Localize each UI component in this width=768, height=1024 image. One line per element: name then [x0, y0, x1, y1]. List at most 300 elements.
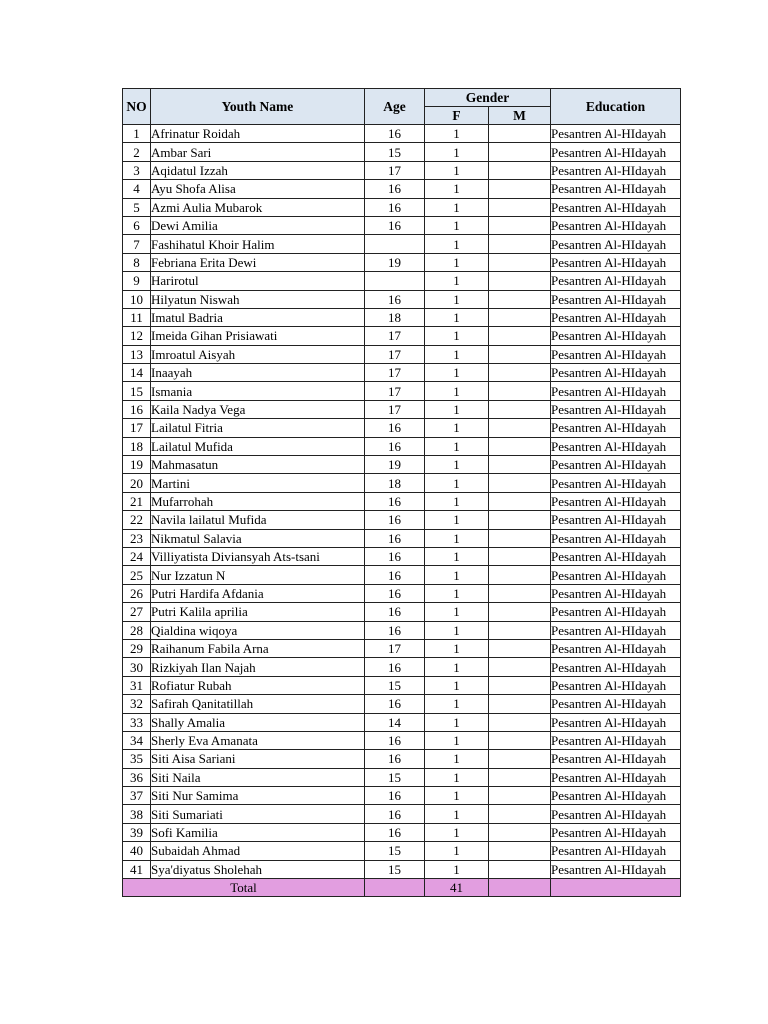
cell-youth-name: Febriana Erita Dewi	[151, 253, 365, 271]
cell-no: 36	[123, 768, 151, 786]
cell-youth-name: Fashihatul Khoir Halim	[151, 235, 365, 253]
cell-no: 18	[123, 437, 151, 455]
cell-female: 1	[425, 566, 489, 584]
cell-female: 1	[425, 290, 489, 308]
cell-age: 16	[365, 180, 425, 198]
cell-youth-name: Siti Sumariati	[151, 805, 365, 823]
cell-youth-name: Sya'diyatus Sholehah	[151, 860, 365, 878]
total-male	[489, 879, 551, 897]
header-no: NO	[123, 89, 151, 125]
cell-education: Pesantren Al-HIdayah	[551, 382, 681, 400]
cell-youth-name: Dewi Amilia	[151, 216, 365, 234]
cell-education: Pesantren Al-HIdayah	[551, 805, 681, 823]
table-row	[123, 731, 681, 749]
cell-male	[489, 768, 551, 786]
cell-youth-name: Siti Nur Samima	[151, 787, 365, 805]
cell-male	[489, 161, 551, 179]
cell-youth-name: Siti Naila	[151, 768, 365, 786]
cell-youth-name: Safirah Qanitatillah	[151, 695, 365, 713]
cell-female: 1	[425, 731, 489, 749]
cell-no: 5	[123, 198, 151, 216]
youth-table	[122, 88, 681, 897]
table-row	[123, 658, 681, 676]
cell-no: 32	[123, 695, 151, 713]
cell-male	[489, 437, 551, 455]
cell-education: Pesantren Al-HIdayah	[551, 584, 681, 602]
total-female: 41	[425, 879, 489, 897]
cell-age: 18	[365, 308, 425, 326]
cell-education: Pesantren Al-HIdayah	[551, 695, 681, 713]
table-row	[123, 860, 681, 878]
cell-age: 15	[365, 860, 425, 878]
table-body	[123, 125, 681, 879]
cell-no: 35	[123, 750, 151, 768]
cell-female: 1	[425, 639, 489, 657]
cell-male	[489, 198, 551, 216]
cell-youth-name: Inaayah	[151, 364, 365, 382]
cell-age: 16	[365, 750, 425, 768]
cell-male	[489, 658, 551, 676]
cell-age: 14	[365, 713, 425, 731]
cell-no: 26	[123, 584, 151, 602]
cell-female: 1	[425, 180, 489, 198]
cell-education: Pesantren Al-HIdayah	[551, 235, 681, 253]
cell-youth-name: Rofiatur Rubah	[151, 676, 365, 694]
cell-youth-name: Shally Amalia	[151, 713, 365, 731]
cell-female: 1	[425, 345, 489, 363]
cell-male	[489, 547, 551, 565]
cell-male	[489, 492, 551, 510]
cell-female: 1	[425, 768, 489, 786]
cell-age: 15	[365, 768, 425, 786]
cell-female: 1	[425, 529, 489, 547]
cell-education: Pesantren Al-HIdayah	[551, 437, 681, 455]
cell-education: Pesantren Al-HIdayah	[551, 125, 681, 143]
table-row	[123, 308, 681, 326]
cell-no: 21	[123, 492, 151, 510]
cell-female: 1	[425, 235, 489, 253]
table-row	[123, 180, 681, 198]
cell-male	[489, 511, 551, 529]
header-gender: Gender	[425, 89, 551, 107]
cell-no: 11	[123, 308, 151, 326]
cell-age: 16	[365, 290, 425, 308]
cell-youth-name: Raihanum Fabila Arna	[151, 639, 365, 657]
table-row	[123, 566, 681, 584]
cell-youth-name: Nikmatul Salavia	[151, 529, 365, 547]
cell-youth-name: Subaidah Ahmad	[151, 842, 365, 860]
cell-male	[489, 584, 551, 602]
cell-male	[489, 290, 551, 308]
cell-female: 1	[425, 419, 489, 437]
cell-male	[489, 419, 551, 437]
table-row	[123, 823, 681, 841]
cell-youth-name: Hilyatun Niswah	[151, 290, 365, 308]
cell-male	[489, 639, 551, 657]
cell-female: 1	[425, 695, 489, 713]
cell-female: 1	[425, 860, 489, 878]
cell-education: Pesantren Al-HIdayah	[551, 290, 681, 308]
table-row	[123, 805, 681, 823]
table-row	[123, 639, 681, 657]
cell-education: Pesantren Al-HIdayah	[551, 658, 681, 676]
cell-female: 1	[425, 161, 489, 179]
total-label: Total	[123, 879, 365, 897]
cell-education: Pesantren Al-HIdayah	[551, 400, 681, 418]
table-row	[123, 787, 681, 805]
cell-youth-name: Villiyatista Diviansyah Ats-tsani	[151, 547, 365, 565]
cell-male	[489, 327, 551, 345]
cell-education: Pesantren Al-HIdayah	[551, 345, 681, 363]
table-row	[123, 750, 681, 768]
cell-age: 17	[365, 382, 425, 400]
cell-youth-name: Imatul Badria	[151, 308, 365, 326]
header-youth-name: Youth Name	[151, 89, 365, 125]
cell-education: Pesantren Al-HIdayah	[551, 639, 681, 657]
cell-age: 16	[365, 437, 425, 455]
cell-youth-name: Mufarrohah	[151, 492, 365, 510]
cell-age: 16	[365, 529, 425, 547]
cell-male	[489, 216, 551, 234]
cell-male	[489, 713, 551, 731]
cell-age: 17	[365, 327, 425, 345]
cell-education: Pesantren Al-HIdayah	[551, 860, 681, 878]
cell-male	[489, 272, 551, 290]
cell-no: 12	[123, 327, 151, 345]
cell-no: 22	[123, 511, 151, 529]
cell-female: 1	[425, 382, 489, 400]
cell-no: 9	[123, 272, 151, 290]
cell-age: 19	[365, 456, 425, 474]
cell-female: 1	[425, 750, 489, 768]
cell-female: 1	[425, 676, 489, 694]
cell-male	[489, 731, 551, 749]
cell-male	[489, 842, 551, 860]
cell-youth-name: Sofi Kamilia	[151, 823, 365, 841]
cell-education: Pesantren Al-HIdayah	[551, 161, 681, 179]
cell-no: 38	[123, 805, 151, 823]
cell-education: Pesantren Al-HIdayah	[551, 529, 681, 547]
cell-age: 16	[365, 511, 425, 529]
cell-female: 1	[425, 308, 489, 326]
cell-female: 1	[425, 584, 489, 602]
cell-no: 16	[123, 400, 151, 418]
table-row	[123, 272, 681, 290]
cell-no: 8	[123, 253, 151, 271]
cell-female: 1	[425, 603, 489, 621]
cell-age	[365, 272, 425, 290]
cell-age: 19	[365, 253, 425, 271]
cell-no: 27	[123, 603, 151, 621]
table-row	[123, 235, 681, 253]
cell-age: 16	[365, 216, 425, 234]
cell-no: 25	[123, 566, 151, 584]
cell-age: 16	[365, 603, 425, 621]
cell-male	[489, 787, 551, 805]
cell-education: Pesantren Al-HIdayah	[551, 492, 681, 510]
cell-male	[489, 308, 551, 326]
header-age: Age	[365, 89, 425, 125]
cell-female: 1	[425, 437, 489, 455]
cell-education: Pesantren Al-HIdayah	[551, 511, 681, 529]
cell-male	[489, 364, 551, 382]
cell-age: 16	[365, 547, 425, 565]
cell-female: 1	[425, 787, 489, 805]
cell-no: 30	[123, 658, 151, 676]
cell-male	[489, 400, 551, 418]
cell-education: Pesantren Al-HIdayah	[551, 842, 681, 860]
table-row	[123, 547, 681, 565]
cell-female: 1	[425, 125, 489, 143]
cell-male	[489, 253, 551, 271]
cell-youth-name: Imroatul Aisyah	[151, 345, 365, 363]
cell-youth-name: Lailatul Fitria	[151, 419, 365, 437]
cell-female: 1	[425, 823, 489, 841]
cell-female: 1	[425, 492, 489, 510]
cell-education: Pesantren Al-HIdayah	[551, 308, 681, 326]
cell-female: 1	[425, 253, 489, 271]
cell-female: 1	[425, 713, 489, 731]
header-male: M	[489, 107, 551, 125]
cell-female: 1	[425, 621, 489, 639]
cell-no: 41	[123, 860, 151, 878]
cell-no: 39	[123, 823, 151, 841]
cell-male	[489, 621, 551, 639]
cell-age: 16	[365, 492, 425, 510]
table-row	[123, 511, 681, 529]
cell-no: 28	[123, 621, 151, 639]
table-row	[123, 437, 681, 455]
cell-female: 1	[425, 511, 489, 529]
cell-education: Pesantren Al-HIdayah	[551, 364, 681, 382]
cell-education: Pesantren Al-HIdayah	[551, 713, 681, 731]
total-row	[123, 879, 681, 897]
cell-no: 14	[123, 364, 151, 382]
cell-no: 2	[123, 143, 151, 161]
cell-age: 16	[365, 419, 425, 437]
cell-education: Pesantren Al-HIdayah	[551, 603, 681, 621]
cell-no: 33	[123, 713, 151, 731]
cell-no: 17	[123, 419, 151, 437]
cell-youth-name: Harirotul	[151, 272, 365, 290]
cell-male	[489, 603, 551, 621]
table-row	[123, 603, 681, 621]
cell-female: 1	[425, 400, 489, 418]
cell-youth-name: Putri Hardifa Afdania	[151, 584, 365, 602]
table-row	[123, 253, 681, 271]
cell-female: 1	[425, 547, 489, 565]
cell-male	[489, 566, 551, 584]
cell-youth-name: Ambar Sari	[151, 143, 365, 161]
cell-youth-name: Ismania	[151, 382, 365, 400]
cell-no: 13	[123, 345, 151, 363]
table-row	[123, 290, 681, 308]
cell-female: 1	[425, 198, 489, 216]
table-row	[123, 695, 681, 713]
header-education: Education	[551, 89, 681, 125]
cell-education: Pesantren Al-HIdayah	[551, 272, 681, 290]
cell-youth-name: Mahmasatun	[151, 456, 365, 474]
cell-education: Pesantren Al-HIdayah	[551, 419, 681, 437]
cell-age: 16	[365, 584, 425, 602]
cell-male	[489, 860, 551, 878]
cell-education: Pesantren Al-HIdayah	[551, 731, 681, 749]
cell-male	[489, 235, 551, 253]
cell-youth-name: Rizkiyah Ilan Najah	[151, 658, 365, 676]
cell-age: 16	[365, 566, 425, 584]
cell-education: Pesantren Al-HIdayah	[551, 216, 681, 234]
table-row	[123, 842, 681, 860]
cell-youth-name: Lailatul Mufida	[151, 437, 365, 455]
cell-education: Pesantren Al-HIdayah	[551, 198, 681, 216]
table-row	[123, 676, 681, 694]
cell-education: Pesantren Al-HIdayah	[551, 768, 681, 786]
cell-no: 3	[123, 161, 151, 179]
cell-no: 24	[123, 547, 151, 565]
cell-female: 1	[425, 272, 489, 290]
cell-age: 16	[365, 198, 425, 216]
table-row	[123, 143, 681, 161]
table-row	[123, 419, 681, 437]
table-row	[123, 768, 681, 786]
cell-male	[489, 750, 551, 768]
cell-youth-name: Siti Aisa Sariani	[151, 750, 365, 768]
cell-education: Pesantren Al-HIdayah	[551, 143, 681, 161]
cell-youth-name: Azmi Aulia Mubarok	[151, 198, 365, 216]
cell-youth-name: Sherly Eva Amanata	[151, 731, 365, 749]
cell-age: 16	[365, 125, 425, 143]
cell-no: 31	[123, 676, 151, 694]
table-row	[123, 382, 681, 400]
cell-female: 1	[425, 456, 489, 474]
table-row	[123, 345, 681, 363]
cell-no: 1	[123, 125, 151, 143]
cell-no: 6	[123, 216, 151, 234]
cell-education: Pesantren Al-HIdayah	[551, 180, 681, 198]
table-row	[123, 621, 681, 639]
cell-female: 1	[425, 805, 489, 823]
cell-no: 29	[123, 639, 151, 657]
cell-age: 16	[365, 805, 425, 823]
table-row	[123, 713, 681, 731]
cell-youth-name: Ayu Shofa Alisa	[151, 180, 365, 198]
cell-age: 16	[365, 823, 425, 841]
cell-female: 1	[425, 327, 489, 345]
cell-youth-name: Imeida Gihan Prisiawati	[151, 327, 365, 345]
cell-age: 15	[365, 676, 425, 694]
cell-age: 17	[365, 400, 425, 418]
cell-male	[489, 529, 551, 547]
table-row	[123, 456, 681, 474]
cell-education: Pesantren Al-HIdayah	[551, 327, 681, 345]
cell-youth-name: Afrinatur Roidah	[151, 125, 365, 143]
cell-age: 16	[365, 731, 425, 749]
cell-education: Pesantren Al-HIdayah	[551, 547, 681, 565]
cell-male	[489, 125, 551, 143]
cell-no: 34	[123, 731, 151, 749]
table-row	[123, 584, 681, 602]
cell-female: 1	[425, 143, 489, 161]
total-age	[365, 879, 425, 897]
cell-age	[365, 235, 425, 253]
table-row	[123, 364, 681, 382]
cell-male	[489, 823, 551, 841]
cell-youth-name: Navila lailatul Mufida	[151, 511, 365, 529]
cell-age: 17	[365, 364, 425, 382]
cell-male	[489, 456, 551, 474]
cell-no: 7	[123, 235, 151, 253]
table-row	[123, 216, 681, 234]
table-row	[123, 492, 681, 510]
cell-age: 18	[365, 474, 425, 492]
cell-no: 19	[123, 456, 151, 474]
cell-education: Pesantren Al-HIdayah	[551, 676, 681, 694]
cell-age: 16	[365, 787, 425, 805]
table-row	[123, 474, 681, 492]
table-header	[123, 89, 681, 125]
cell-education: Pesantren Al-HIdayah	[551, 621, 681, 639]
cell-female: 1	[425, 364, 489, 382]
cell-no: 4	[123, 180, 151, 198]
cell-education: Pesantren Al-HIdayah	[551, 750, 681, 768]
cell-education: Pesantren Al-HIdayah	[551, 566, 681, 584]
table-row	[123, 327, 681, 345]
cell-youth-name: Kaila Nadya Vega	[151, 400, 365, 418]
cell-age: 17	[365, 161, 425, 179]
cell-no: 37	[123, 787, 151, 805]
cell-age: 16	[365, 658, 425, 676]
cell-age: 15	[365, 842, 425, 860]
cell-male	[489, 474, 551, 492]
table-row	[123, 198, 681, 216]
cell-no: 23	[123, 529, 151, 547]
cell-education: Pesantren Al-HIdayah	[551, 787, 681, 805]
cell-age: 17	[365, 639, 425, 657]
cell-youth-name: Martini	[151, 474, 365, 492]
cell-youth-name: Qialdina wiqoya	[151, 621, 365, 639]
cell-age: 15	[365, 143, 425, 161]
cell-male	[489, 180, 551, 198]
cell-female: 1	[425, 216, 489, 234]
cell-no: 15	[123, 382, 151, 400]
total-education	[551, 879, 681, 897]
cell-education: Pesantren Al-HIdayah	[551, 823, 681, 841]
cell-female: 1	[425, 842, 489, 860]
cell-age: 17	[365, 345, 425, 363]
cell-youth-name: Nur Izzatun N	[151, 566, 365, 584]
cell-male	[489, 143, 551, 161]
cell-no: 20	[123, 474, 151, 492]
cell-education: Pesantren Al-HIdayah	[551, 456, 681, 474]
cell-age: 16	[365, 621, 425, 639]
cell-youth-name: Putri Kalila aprilia	[151, 603, 365, 621]
table-row	[123, 400, 681, 418]
cell-no: 40	[123, 842, 151, 860]
cell-male	[489, 676, 551, 694]
table-row	[123, 529, 681, 547]
cell-no: 10	[123, 290, 151, 308]
cell-youth-name: Aqidatul Izzah	[151, 161, 365, 179]
cell-male	[489, 695, 551, 713]
cell-age: 16	[365, 695, 425, 713]
cell-male	[489, 805, 551, 823]
cell-male	[489, 382, 551, 400]
table-row	[123, 125, 681, 143]
header-female: F	[425, 107, 489, 125]
table-row	[123, 161, 681, 179]
cell-education: Pesantren Al-HIdayah	[551, 474, 681, 492]
cell-education: Pesantren Al-HIdayah	[551, 253, 681, 271]
